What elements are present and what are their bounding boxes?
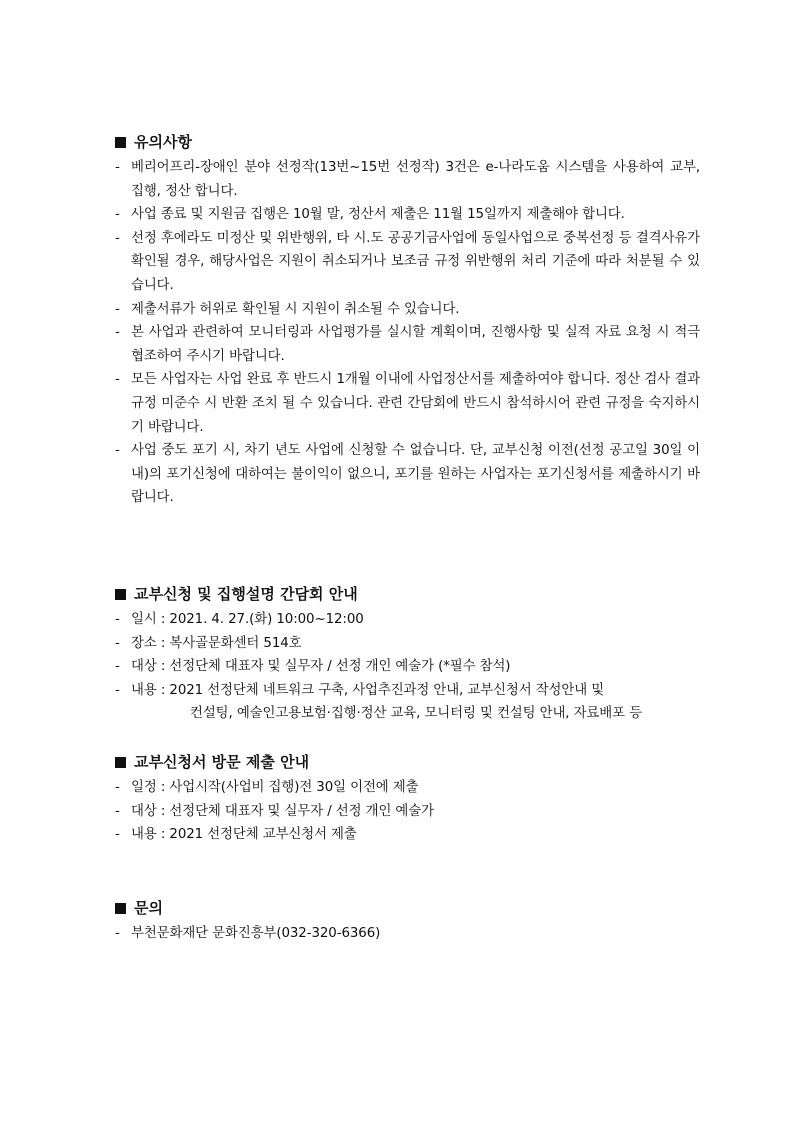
- meeting-row-target: [115, 655, 700, 679]
- submission-title: 교부신청서 방문 제출 안내: [134, 753, 310, 771]
- submission-row-text: 내용 : 2021 선정단체 교부신청서 제출: [131, 827, 357, 843]
- notes-item-4: [115, 298, 700, 322]
- dash-icon: -: [115, 803, 120, 819]
- contact-list: [115, 922, 700, 946]
- dash-icon: -: [115, 372, 120, 388]
- dash-icon: -: [115, 325, 120, 341]
- notes-item-6: [115, 368, 700, 439]
- meeting-row-text: 내용 : 2021 선정단체 네트워크 구축, 사업추진과정 안내, 교부신청서 작성안내 및: [131, 682, 605, 698]
- dash-icon: -: [115, 780, 120, 795]
- dash-icon: -: [115, 659, 120, 675]
- meeting-row-text: 대상 : 선정단체 대표자 및 실무자 / 선정 개인 예술가 (*필수 참석): [131, 659, 511, 675]
- notes-item-5: [115, 321, 700, 368]
- square-bullet-icon: [115, 903, 126, 914]
- square-bullet-icon: [115, 757, 126, 768]
- submission-heading: [115, 751, 700, 773]
- meeting-title: 교부신청 및 집행설명 간담회 안내: [134, 585, 358, 603]
- contact-heading: [115, 897, 700, 919]
- meeting-row-text: 일시 : 2021. 4. 27.(화) 10:00~12:00: [131, 612, 364, 627]
- notes-item-text: 사업 중도 포기 시, 차기 년도 사업에 신청할 수 없습니다. 단, 교부신청 이전(선정 공고일 30일 이내)의 포기신청에 대하여는 불이익이 없으니, 포기를 원하는 사업자는 포기신청서를 제출하시기 바랍니다.: [131, 443, 700, 506]
- dash-icon: -: [115, 635, 120, 651]
- square-bullet-icon: [115, 589, 126, 600]
- meeting-row-content-continuation: 컨설팅, 예술인고용보험·집행·정산 교육, 모니터링 및 컨설팅 안내, 자료배포 등: [190, 706, 642, 722]
- submission-row-text: 대상 : 선정단체 대표자 및 실무자 / 선정 개인 예술가: [131, 803, 434, 819]
- submission-row-content: [115, 823, 700, 847]
- contact-row: [115, 922, 700, 946]
- notes-item-text: 선정 후에라도 미정산 및 위반행위, 타 시.도 공공기금사업에 동일사업으로 중복선정 등 결격사유가 확인될 경우, 해당사업은 지원이 취소되거나 보조금 규정 위반행위 처리 기준에 따라 처분될 수 있습니다.: [131, 230, 700, 293]
- notes-item-text: 모든 사업자는 사업 완료 후 반드시 1개월 이내에 사업정산서를 제출하여야 합니다. 정산 검사 결과 규정 미준수 시 반환 조치 될 수 있습니다. 관련 간담회에 반드시 참석하시어 관련 규정을 숙지하시기 바랍니다.: [131, 372, 700, 435]
- submission-section: [115, 751, 700, 847]
- notes-item-1: [115, 156, 700, 203]
- submission-row-schedule: [115, 776, 700, 800]
- contact-section: [115, 897, 700, 946]
- dash-icon: -: [115, 443, 120, 459]
- meeting-list: [115, 608, 700, 726]
- notes-item-3: [115, 227, 700, 298]
- notes-heading: [115, 131, 700, 153]
- dash-icon: -: [115, 230, 120, 246]
- contact-row-text: 부천문화재단 문화진흥부(032-320-6366): [131, 926, 381, 941]
- notes-item-text: 사업 종료 및 지원금 집행은 10월 말, 정산서 제출은 11월 15일까지 제출해야 합니다.: [131, 207, 625, 223]
- dash-icon: -: [115, 301, 120, 317]
- submission-row-text: 일정 : 사업시작(사업비 집행)전 30일 이전에 제출: [131, 780, 419, 795]
- meeting-row-text: 장소 : 복사골문화센터 514호: [131, 635, 302, 651]
- square-bullet-icon: [115, 137, 126, 148]
- dash-icon: -: [115, 207, 120, 223]
- dash-icon: -: [115, 160, 120, 175]
- meeting-row-place: [115, 632, 700, 656]
- notes-item-text: 제출서류가 허위로 확인될 시 지원이 취소될 수 있습니다.: [131, 301, 460, 317]
- notes-item-7: [115, 439, 700, 510]
- dash-icon: -: [115, 827, 120, 843]
- meeting-row-content: [115, 679, 700, 726]
- contact-title: 문의: [134, 899, 163, 917]
- submission-row-target: [115, 800, 700, 824]
- notes-list: [115, 156, 700, 510]
- notes-title: 유의사항: [134, 133, 192, 151]
- notes-item-2: [115, 203, 700, 227]
- notes-item-text: 본 사업과 관련하여 모니터링과 사업평가를 실시할 계획이며, 진행사항 및 실적 자료 요청 시 적극 협조하여 주시기 바랍니다.: [131, 325, 700, 364]
- submission-list: [115, 776, 700, 847]
- dash-icon: -: [115, 926, 120, 941]
- dash-icon: -: [115, 682, 120, 698]
- meeting-heading: [115, 583, 700, 605]
- notes-section: [115, 131, 700, 510]
- dash-icon: -: [115, 612, 120, 627]
- notes-item-text: 베리어프리-장애인 분야 선정작(13번~15번 선정작) 3건은 e-나라도움 시스템을 사용하여 교부, 집행, 정산 합니다.: [131, 160, 700, 199]
- meeting-row-datetime: [115, 608, 700, 632]
- meeting-section: [115, 583, 700, 726]
